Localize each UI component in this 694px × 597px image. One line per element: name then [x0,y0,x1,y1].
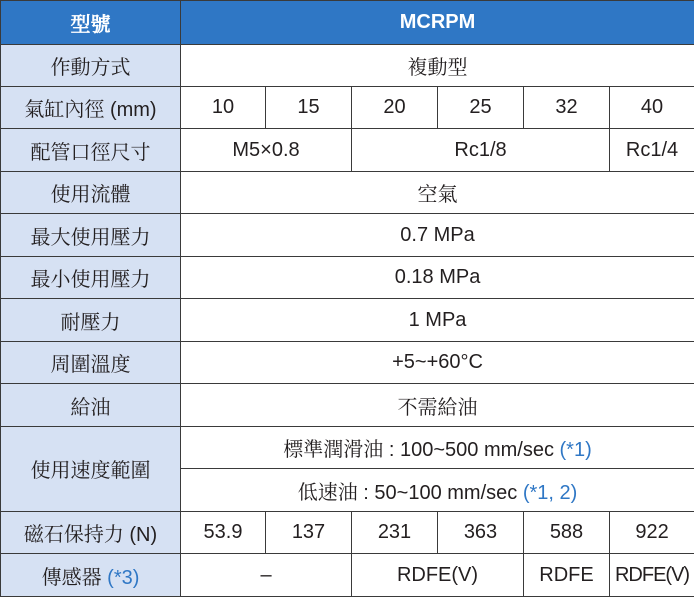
label-bore: 氣缸內徑 (mm) [1,86,181,128]
magnet-force-value: 363 [438,511,524,553]
bore-value: 40 [610,86,694,128]
label-port: 配管口徑尺寸 [1,129,181,171]
port-value: Rc1/4 [610,129,694,171]
header-row [1,1,694,45]
row-lubrication [1,384,694,426]
label-fluid: 使用流體 [1,171,181,213]
magnet-force-value: 922 [610,511,694,553]
bore-value: 15 [266,86,352,128]
row-min-pressure [1,256,694,298]
magnet-force-value: 137 [266,511,352,553]
speed-standard-note: (*1) [559,439,592,462]
row-bore [1,86,694,128]
value-temperature: +5~+60°C [181,341,694,383]
row-port [1,129,694,171]
label-max-pressure: 最大使用壓力 [1,214,181,256]
sensor-value: – [181,554,352,597]
label-min-pressure: 最小使用壓力 [1,256,181,298]
row-temperature [1,341,694,383]
speed-standard-text: 標準潤滑油 : 100~500 mm/sec [283,439,554,462]
magnet-force-value: 588 [524,511,610,553]
bore-value: 25 [438,86,524,128]
row-action [1,44,694,86]
row-magnet-force [1,511,694,553]
row-max-pressure [1,214,694,256]
header-model: MCRPM [181,1,694,45]
port-value: M5×0.8 [181,129,352,171]
bore-value: 10 [181,86,266,128]
row-proof-pressure [1,299,694,341]
value-min-pressure: 0.18 MPa [181,256,694,298]
bore-value: 32 [524,86,610,128]
speed-low-text: 低速油 : 50~100 mm/sec [297,481,518,504]
label-magnet-force: 磁石保持力 (N) [1,511,181,553]
port-value: Rc1/8 [352,129,610,171]
row-fluid [1,171,694,213]
sensor-label-note: (*3) [107,566,140,589]
sensor-label-text: 傳感器 [41,566,102,589]
value-lubrication: 不需給油 [181,384,694,426]
label-speed: 使用速度範圍 [1,426,181,511]
label-action: 作動方式 [1,44,181,86]
magnet-force-value: 231 [352,511,438,553]
magnet-force-value: 53.9 [181,511,266,553]
row-speed-1 [1,426,694,468]
label-proof-pressure: 耐壓力 [1,299,181,341]
sensor-value: RDFE [524,554,610,597]
label-lubrication: 給油 [1,384,181,426]
sensor-value: RDFE(V) [352,554,524,597]
value-action: 複動型 [181,44,694,86]
label-temperature: 周圍溫度 [1,341,181,383]
value-proof-pressure: 1 MPa [181,299,694,341]
value-fluid: 空氣 [181,171,694,213]
row-sensor [1,554,694,597]
value-speed-standard [181,426,694,468]
label-sensor [1,554,181,597]
header-label: 型號 [1,1,181,45]
bore-value: 20 [352,86,438,128]
sensor-value: RDFE(V) [610,554,694,597]
value-max-pressure: 0.7 MPa [181,214,694,256]
value-speed-low [181,469,694,511]
speed-low-note: (*1, 2) [522,481,578,504]
